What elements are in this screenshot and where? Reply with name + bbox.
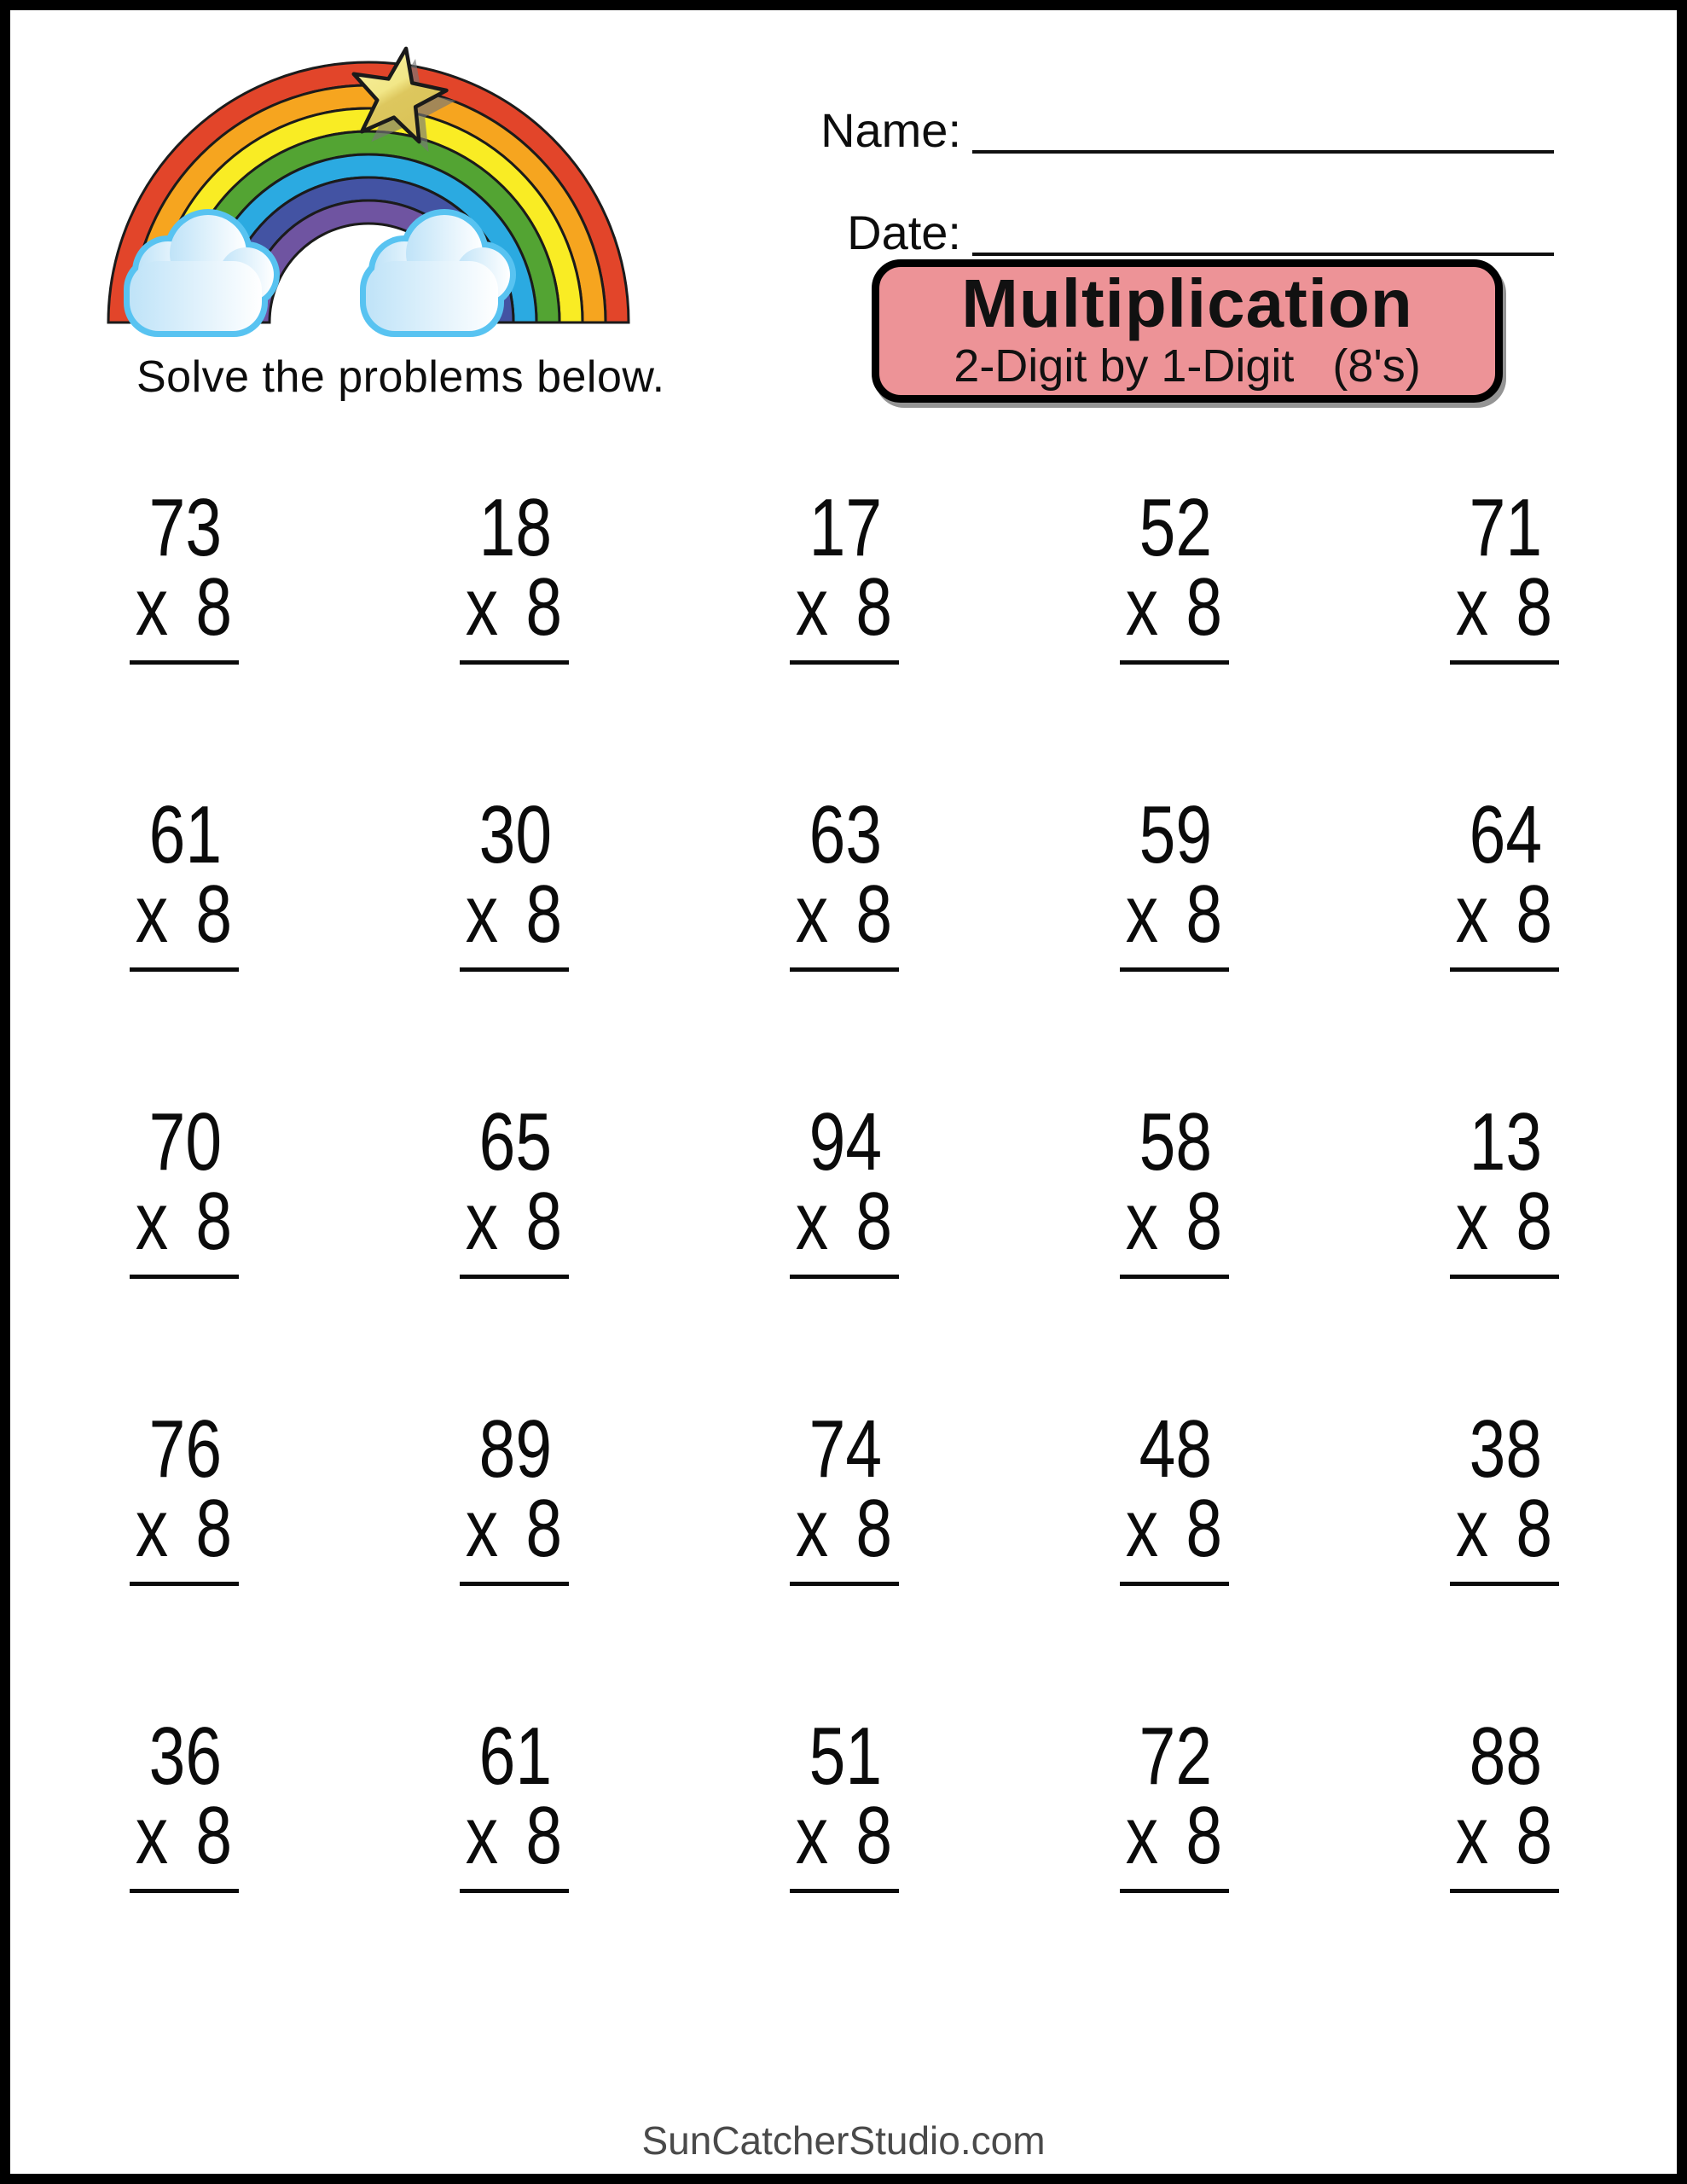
answer-line [460, 967, 569, 972]
multiplicand: 64 [1469, 789, 1542, 880]
problem-cell-r4c1 [19, 1403, 349, 1716]
multiplier: 8 [1186, 1176, 1223, 1268]
multiplier: 8 [1516, 1483, 1553, 1575]
problem-cell-r5c4 [1009, 1711, 1339, 2024]
multiply-sign: x [1455, 561, 1488, 653]
multiplier: 8 [855, 561, 893, 653]
multiplier: 8 [1186, 561, 1223, 653]
multiplier: 8 [195, 1176, 233, 1268]
problem-cell-r2c4 [1009, 789, 1339, 1102]
problem-r3c2 [460, 1096, 569, 1279]
multiplier: 8 [855, 1176, 893, 1268]
problem-r1c1 [130, 482, 239, 665]
problem-r5c5 [1450, 1711, 1559, 1893]
multiply-sign: x [1125, 868, 1158, 961]
problem-cell-r1c2 [349, 482, 679, 795]
answer-line [460, 1582, 569, 1586]
answer-line [1120, 660, 1229, 665]
problem-r1c5 [1450, 482, 1559, 665]
multiply-sign: x [465, 1176, 498, 1268]
problem-cell-r4c4 [1009, 1403, 1339, 1716]
problem-r5c1 [130, 1711, 239, 1893]
multiplier: 8 [525, 1483, 563, 1575]
worksheet-subtitle: 2-Digit by 1-Digit (8's) [954, 340, 1421, 392]
multiplicand: 51 [809, 1711, 882, 1802]
problem-r4c3 [790, 1403, 899, 1586]
multiplicand: 70 [148, 1096, 222, 1188]
multiply-sign: x [135, 1483, 168, 1575]
multiplier: 8 [525, 868, 563, 961]
problem-r1c4 [1120, 482, 1229, 665]
problem-r2c4 [1120, 789, 1229, 972]
problem-cell-r5c1 [19, 1711, 349, 2024]
problem-r2c2 [460, 789, 569, 972]
answer-line [130, 1582, 239, 1586]
answer-line [790, 1275, 899, 1279]
problem-row-5 [19, 1711, 1673, 2024]
multiplier: 8 [1186, 1790, 1223, 1882]
multiply-sign: x [465, 561, 498, 653]
problem-cell-r4c5 [1339, 1403, 1669, 1716]
title-box [872, 259, 1503, 403]
multiplicand: 13 [1469, 1096, 1542, 1188]
multiply-sign: x [465, 1483, 498, 1575]
problem-row-3 [19, 1096, 1673, 1409]
multiplier: 8 [525, 1176, 563, 1268]
multiply-sign: x [1125, 1790, 1158, 1882]
multiplicand: 72 [1139, 1711, 1212, 1802]
multiplier: 8 [1516, 868, 1553, 961]
answer-line [1450, 1889, 1559, 1893]
problem-cell-r1c5 [1339, 482, 1669, 795]
multiply-sign: x [795, 868, 828, 961]
multiply-sign: x [135, 1176, 168, 1268]
answer-line [790, 660, 899, 665]
multiplicand: 65 [478, 1096, 552, 1188]
problem-r3c4 [1120, 1096, 1229, 1279]
multiplicand: 61 [148, 789, 222, 880]
multiplicand: 58 [1139, 1096, 1212, 1188]
date-write-line [972, 253, 1554, 256]
problem-r5c2 [460, 1711, 569, 1893]
problem-r3c3 [790, 1096, 899, 1279]
problem-cell-r3c4 [1009, 1096, 1339, 1409]
multiplicand: 52 [1139, 482, 1212, 573]
footer-credit: SunCatcherStudio.com [641, 2118, 1046, 2163]
problem-cell-r4c3 [679, 1403, 1009, 1716]
problem-cell-r3c3 [679, 1096, 1009, 1409]
answer-line [1120, 1889, 1229, 1893]
multiply-sign: x [465, 1790, 498, 1882]
problem-r1c2 [460, 482, 569, 665]
problem-r5c4 [1120, 1711, 1229, 1893]
multiplier: 8 [1516, 1790, 1553, 1882]
problem-cell-r1c3 [679, 482, 1009, 795]
problem-cell-r3c5 [1339, 1096, 1669, 1409]
problem-cell-r2c3 [679, 789, 1009, 1102]
answer-line [1120, 967, 1229, 972]
multiply-sign: x [1455, 1483, 1488, 1575]
answer-line [1120, 1275, 1229, 1279]
multiplier: 8 [195, 561, 233, 653]
multiplicand: 76 [148, 1403, 222, 1495]
multiplicand: 71 [1469, 482, 1542, 573]
answer-line [130, 1275, 239, 1279]
answer-line [790, 1582, 899, 1586]
answer-line [790, 1889, 899, 1893]
multiplicand: 30 [478, 789, 552, 880]
multiplicand: 63 [809, 789, 882, 880]
multiplier: 8 [195, 1483, 233, 1575]
multiply-sign: x [795, 1790, 828, 1882]
multiply-sign: x [465, 868, 498, 961]
multiplicand: 36 [148, 1711, 222, 1802]
name-write-line [972, 150, 1554, 154]
problem-r2c1 [130, 789, 239, 972]
multiplicand: 88 [1469, 1711, 1542, 1802]
worksheet-title: Multiplication [961, 265, 1413, 342]
problem-cell-r3c1 [19, 1096, 349, 1409]
multiplicand: 61 [478, 1711, 552, 1802]
multiplier: 8 [1516, 561, 1553, 653]
multiply-sign: x [795, 561, 828, 653]
problem-r4c2 [460, 1403, 569, 1586]
multiplicand: 59 [1139, 789, 1212, 880]
multiplier: 8 [195, 1790, 233, 1882]
multiplicand: 48 [1139, 1403, 1212, 1495]
multiplier: 8 [1186, 868, 1223, 961]
problem-r3c1 [130, 1096, 239, 1279]
answer-line [460, 1889, 569, 1893]
multiplicand: 89 [478, 1403, 552, 1495]
problem-cell-r5c2 [349, 1711, 679, 2024]
multiplier: 8 [855, 1483, 893, 1575]
multiply-sign: x [1455, 868, 1488, 961]
answer-line [790, 967, 899, 972]
multiply-sign: x [1125, 1176, 1158, 1268]
problem-cell-r5c3 [679, 1711, 1009, 2024]
multiply-sign: x [795, 1176, 828, 1268]
multiply-sign: x [795, 1483, 828, 1575]
problem-row-1 [19, 482, 1673, 795]
problem-cell-r3c2 [349, 1096, 679, 1409]
problem-r3c5 [1450, 1096, 1559, 1279]
problem-cell-r1c1 [19, 482, 349, 795]
multiplier: 8 [855, 868, 893, 961]
problem-row-2 [19, 789, 1673, 1102]
problem-cell-r2c2 [349, 789, 679, 1102]
date-label: Date: [847, 206, 961, 259]
problem-r2c3 [790, 789, 899, 972]
multiply-sign: x [135, 561, 168, 653]
answer-line [130, 967, 239, 972]
multiplicand: 38 [1469, 1403, 1542, 1495]
answer-line [1450, 1582, 1559, 1586]
multiply-sign: x [1125, 561, 1158, 653]
multiplicand: 73 [148, 482, 222, 573]
problem-cell-r2c5 [1339, 789, 1669, 1102]
multiplicand: 18 [478, 482, 552, 573]
answer-line [1450, 660, 1559, 665]
problem-row-4 [19, 1403, 1673, 1716]
multiply-sign: x [1455, 1790, 1488, 1882]
problem-r4c1 [130, 1403, 239, 1586]
answer-line [1450, 967, 1559, 972]
multiplier: 8 [1516, 1176, 1553, 1268]
answer-line [460, 1275, 569, 1279]
problem-r5c3 [790, 1711, 899, 1893]
problems-grid [19, 482, 1673, 2024]
multiply-sign: x [1455, 1176, 1488, 1268]
problem-cell-r4c2 [349, 1403, 679, 1716]
problem-r4c4 [1120, 1403, 1229, 1586]
multiplier: 8 [525, 561, 563, 653]
rainbow-star-clouds-illustration [78, 41, 658, 350]
multiplier: 8 [855, 1790, 893, 1882]
multiply-sign: x [135, 1790, 168, 1882]
multiply-sign: x [1125, 1483, 1158, 1575]
multiplier: 8 [525, 1790, 563, 1882]
answer-line [1450, 1275, 1559, 1279]
problem-cell-r2c1 [19, 789, 349, 1102]
answer-line [460, 660, 569, 665]
multiplicand: 17 [809, 482, 882, 573]
problem-cell-r1c4 [1009, 482, 1339, 795]
name-label: Name: [820, 103, 961, 157]
multiplier: 8 [1186, 1483, 1223, 1575]
problem-cell-r5c5 [1339, 1711, 1669, 2024]
multiplicand: 74 [809, 1403, 882, 1495]
multiply-sign: x [135, 868, 168, 961]
problem-r4c5 [1450, 1403, 1559, 1586]
instruction-text: Solve the problems below. [136, 352, 665, 402]
answer-line [130, 660, 239, 665]
multiplier: 8 [195, 868, 233, 961]
problem-r1c3 [790, 482, 899, 665]
answer-line [1120, 1582, 1229, 1586]
multiplicand: 94 [809, 1096, 882, 1188]
answer-line [130, 1889, 239, 1893]
problem-r2c5 [1450, 789, 1559, 972]
